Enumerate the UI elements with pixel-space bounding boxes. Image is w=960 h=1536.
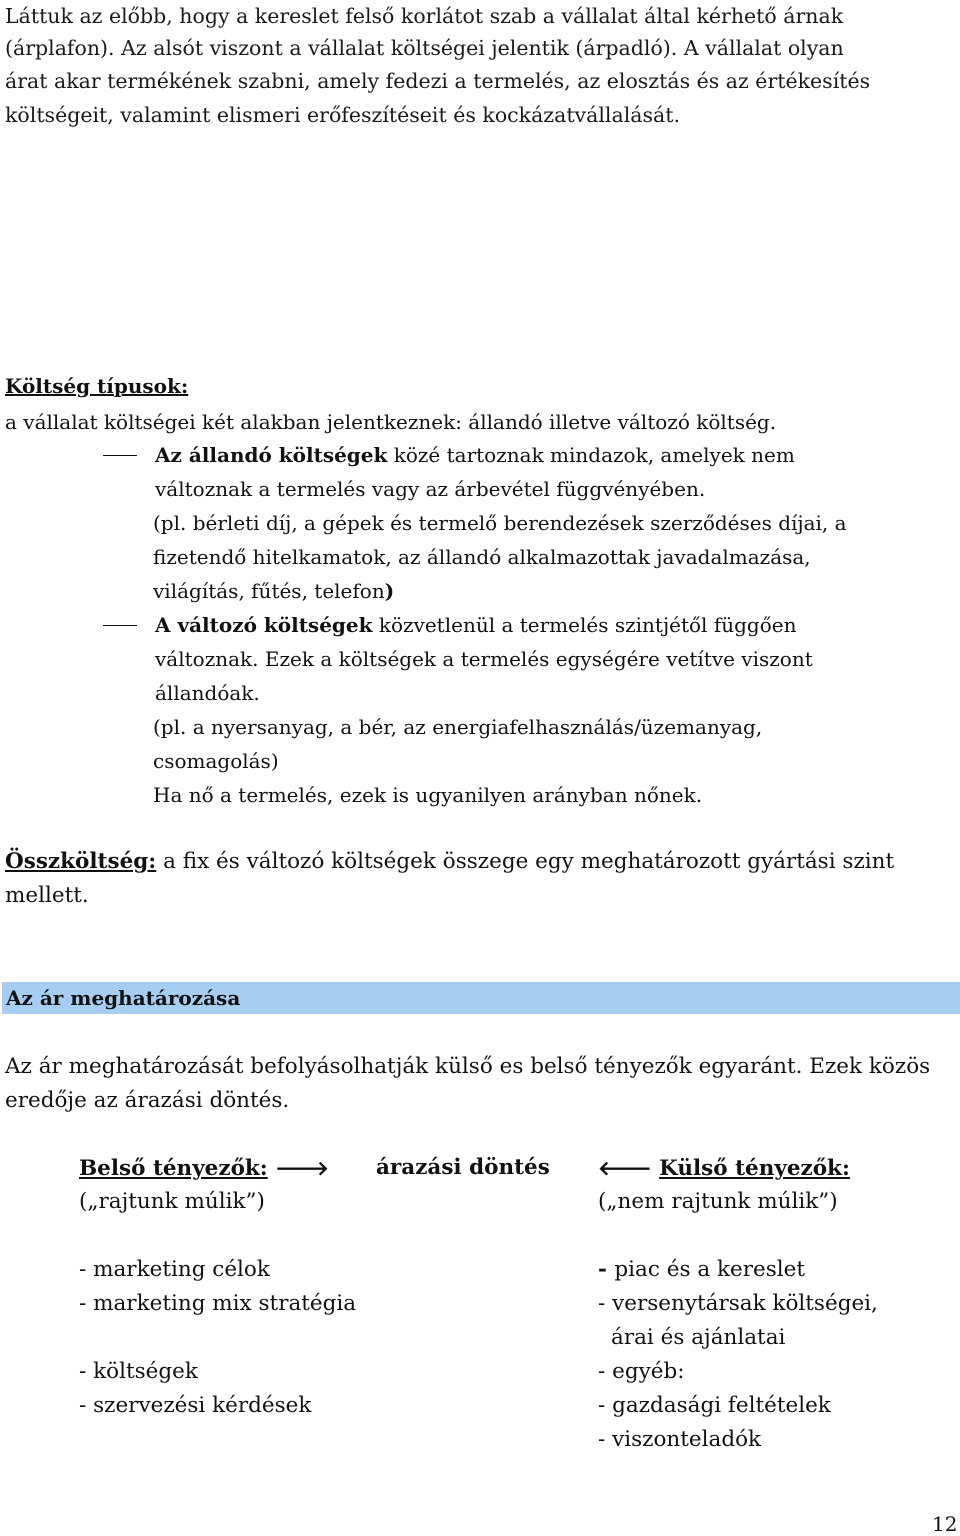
kulso-heading [598,1151,850,1186]
kulso-item-dash: - [598,1257,615,1282]
belso-title: Belső tényezők: [79,1156,268,1181]
belso-item: - költségek [79,1359,198,1384]
intro-line-4: költségeit, valamint elismeri erőfeszítéseit és kockázatvállalását. [5,103,680,127]
belso-subtitle: („rajtunk múlik”) [79,1189,265,1214]
kulso-item: - versenytársak költségei, [598,1291,878,1316]
kulso-item: - gazdasági feltételek [598,1393,831,1418]
kulso-item: - egyéb: [598,1359,685,1384]
valtozo-line-4: (pl. a nyersanyag, a bér, az energiafelhasználás/üzemanyag, [153,715,763,739]
allando-line-5b: ) [384,579,395,603]
allando-line-5 [153,574,394,608]
kulso-title: Külső tényezők: [659,1156,850,1181]
kulso-item [598,1253,805,1287]
kulso-item: - viszonteladók [598,1427,762,1452]
valtozo-line-6: Ha nő a termelés, ezek is ugyanilyen arányban nőnek. [153,783,703,807]
intro-line-3: árat akar termékének szabni, amely fedezi a termelés, az elosztás és az értékesítés [5,69,871,93]
kulso-item: árai és ajánlatai [611,1325,786,1350]
osszkoltseg-line-2: mellett. [5,883,89,908]
valtozo-line-1 [155,608,796,642]
allando-line-1 [155,438,795,472]
allando-line-3: (pl. bérleti díj, a gépek és termelő berendezések szerződéses díjai, a [153,511,847,535]
belso-heading [79,1151,329,1186]
intro-line-2: (árplafon). Az alsót viszont a vállalat költségei jelentik (árpadló). A vállalat olyan [5,36,844,60]
belso-item: - marketing mix stratégia [79,1291,357,1316]
arrow-left-icon: 🡐 [598,1156,652,1180]
allando-line-5a: világítás, fűtés, telefon [153,579,385,603]
valtozo-line-5: csomagolás) [153,749,279,773]
allando-rest: közé tartoznak mindazok, amelyek nem [387,443,795,467]
page-number: 12 [932,1512,958,1536]
valtozo-line-3: állandóak. [155,681,260,705]
intro-line-1: Láttuk az előbb, hogy a kereslet felső korlátot szab a vállalat által kérhető árnak [5,4,844,28]
belso-item: - marketing célok [79,1257,270,1282]
arrow-right-icon: 🡒 [275,1156,329,1180]
allando-line-4: fizetendő hitelkamatok, az állandó alkalmazottak javadalmazása, [153,545,811,569]
ar-line-2: eredője az árazási döntés. [5,1088,290,1113]
section-title: Az ár meghatározása [6,986,241,1010]
koltseg-line: a vállalat költségei két alakban jelentkeznek: állandó illetve változó költség. [5,410,777,434]
belso-item: - szervezési kérdések [79,1393,312,1418]
bullet-dash-1 [103,455,137,456]
arazasi-dontes: árazási döntés [376,1155,550,1180]
allando-bold: Az állandó költségek [155,443,388,467]
valtozo-bold: A változó költségek [155,613,373,637]
allando-line-2: változnak a termelés vagy az árbevétel függvényében. [155,477,706,501]
ar-line-1: Az ár meghatározását befolyásolhatják külső es belső tényezők egyaránt. Ezek közös [5,1054,931,1079]
valtozo-rest: közvetlenül a termelés szintjétől függően [372,613,797,637]
koltseg-heading: Költség típusok: [5,374,189,398]
kulso-item-text: piac és a kereslet [614,1257,806,1282]
osszkoltseg-text: a fix és változó költségek összege egy meghatározott gyártási szint [156,849,895,874]
bullet-dash-2 [103,625,137,626]
osszkoltseg-line-1 [5,845,894,879]
osszkoltseg-label: Összköltség: [5,849,157,874]
kulso-subtitle: („nem rajtunk múlik”) [598,1189,838,1214]
valtozo-line-2: változnak. Ezek a költségek a termelés egységére vetítve viszont [155,647,813,671]
